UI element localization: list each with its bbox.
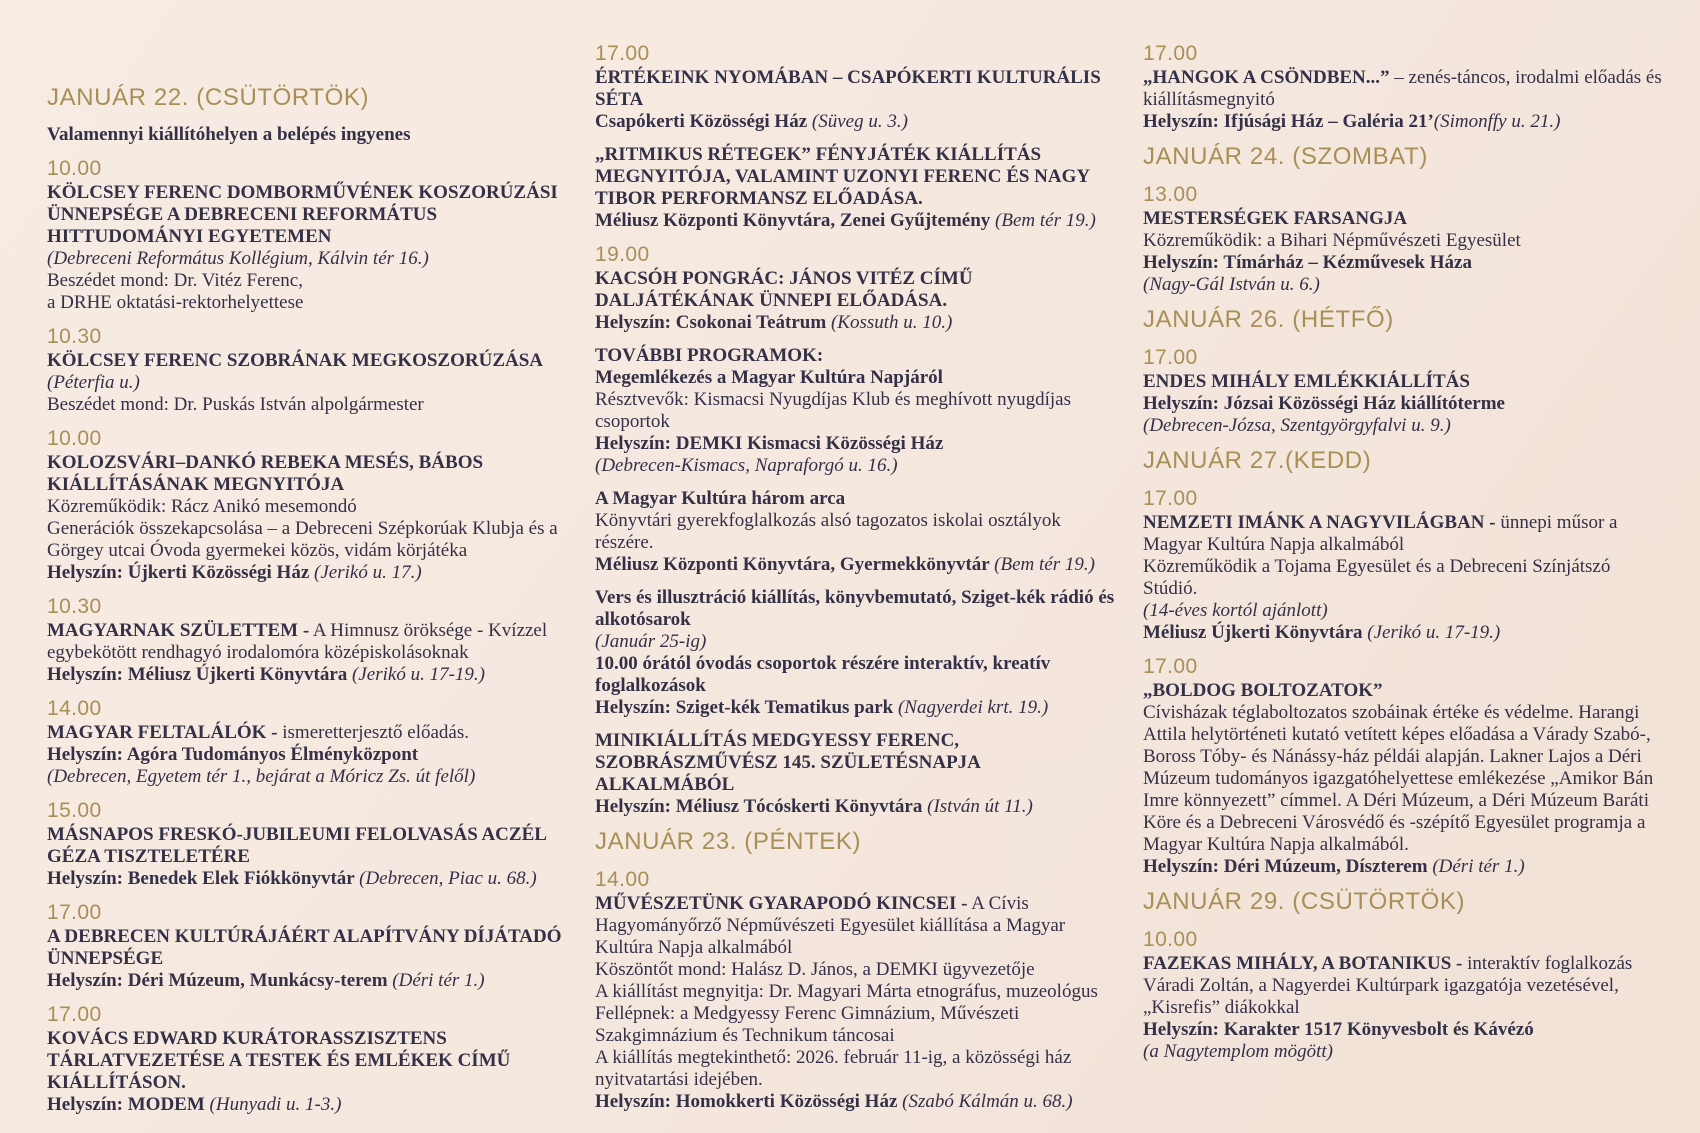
event-time: 17.00 (595, 42, 650, 65)
event-block (1143, 183, 1663, 296)
text-segment: Helyszín: Déri Múzeum, Munkácsy-terem (47, 970, 393, 991)
event-block (47, 595, 567, 686)
event-block (1143, 42, 1663, 133)
program-column-1 (47, 42, 567, 1133)
event-paragraph (595, 345, 1115, 367)
text-segment: (Kossuth u. 10.) (830, 312, 953, 333)
text-segment: A DEBRECEN KULTÚRÁJÁÉRT ALAPÍTVÁNY DÍJÁTADÓ ÜNNEPSÉGE (47, 926, 562, 969)
event-block (595, 868, 1115, 1113)
text-segment: Helyszín: Karakter 1517 Könyvesbolt és Kávézó (1143, 1019, 1534, 1040)
event-paragraph (595, 730, 1115, 796)
event-time: 17.00 (47, 901, 102, 924)
text-segment: (Déri tér 1.) (1432, 856, 1525, 877)
event-paragraph (1143, 415, 1663, 437)
event-time: 17.00 (1143, 42, 1198, 65)
text-segment: (Debrecen, Egyetem tér 1., bejárat a Móricz Zs. út felől) (47, 766, 476, 787)
text-segment: KÖLCSEY FERENC DOMBORMŰVÉNEK KOSZORÚZÁSI ÜNNEPSÉGE A DEBRECENI REFORMÁTUS HITTUDOMÁNYI EGYETEMEN (47, 182, 558, 247)
text-segment: A Himnusz öröksége - Kvízzel egybekötött rendhagyó irodalomóra középiskolásoknak (47, 620, 548, 663)
text-segment: ÉRTÉKEINK NYOMÁBAN – CSAPÓKERTI KULTURÁLIS SÉTA (595, 67, 1101, 110)
event-block (595, 243, 1115, 334)
text-segment: (Nagyerdei krt. 19.) (897, 697, 1049, 718)
text-segment: „RITMIKUS RÉTEGEK” FÉNYJÁTÉK KIÁLLÍTÁS MEGNYITÓJA, VALAMINT UZONYI FERENC ÉS NAGY TIBOR PERFORMANSZ ELŐADÁSA. (595, 144, 1090, 209)
text-segment: Résztvevők: Kismacsi Nyugdíjas Klub és meghívott nyugdíjas csoportok (595, 389, 1072, 432)
text-segment: Könyvtári gyerekfoglalkozás alsó tagozatos iskolai osztályok részére. (595, 510, 1061, 553)
event-time: 14.00 (595, 868, 650, 891)
text-segment: KACSÓH PONGRÁC: JÁNOS VITÉZ CÍMŰ DALJÁTÉKÁNAK ÜNNEPI ELŐADÁSA. (595, 268, 973, 311)
event-paragraph (595, 959, 1115, 981)
text-segment: (Süveg u. 3.) (811, 111, 908, 132)
text-segment: Helyszín: MODEM (47, 1094, 210, 1115)
event-paragraph (47, 270, 567, 292)
text-segment: (Péterfia u.) (47, 372, 140, 393)
program-column-2 (595, 42, 1115, 1133)
event-paragraph (595, 111, 1115, 133)
event-time: 19.00 (595, 243, 650, 266)
event-paragraph (595, 268, 1115, 312)
event-time: 10.00 (47, 157, 102, 180)
text-segment: (Hunyadi u. 1-3.) (209, 1094, 342, 1115)
event-paragraph (47, 562, 567, 584)
event-paragraph (1143, 622, 1663, 644)
text-segment: (Déri tér 1.) (392, 970, 485, 991)
text-segment: Helyszín: Méliusz Tócóskerti Könyvtára (595, 796, 928, 817)
text-segment: (Debrecen-Kismacs, Napraforgó u. 16.) (595, 455, 898, 476)
event-time: 13.00 (1143, 183, 1198, 206)
text-segment: ENDES MIHÁLY EMLÉKKIÁLLÍTÁS (1143, 371, 1470, 392)
event-paragraph (1143, 680, 1663, 702)
text-segment: MAGYAR FELTALÁLÓK - (47, 722, 278, 743)
event-paragraph (1143, 274, 1663, 296)
text-segment: A Magyar Kultúra három arca (595, 488, 846, 509)
text-segment: Fellépnek: a Medgyessy Ferenc Gimnázium, Művészeti Szakgimnázium és Technikum táncosai (595, 1003, 1020, 1046)
text-segment: Méliusz Központi Könyvtára, Zenei Gyűjtemény (595, 210, 996, 231)
text-segment: Helyszín: DEMKI Kismacsi Közösségi Ház (595, 433, 944, 454)
text-segment: MÁSNAPOS FRESKÓ-JUBILEUMI FELOLVASÁS ACZÉL GÉZA TISZTELETÉRE (47, 824, 546, 867)
text-segment: Helyszín: Újkerti Közösségi Ház (47, 562, 315, 583)
event-time: 10.30 (47, 595, 102, 618)
event-time: 17.00 (1143, 487, 1198, 510)
text-segment: A kiállítást megnyitja: Dr. Magyari Márta etnográfus, muzeológus (595, 981, 1098, 1002)
text-segment: KOVÁCS EDWARD KURÁTORASSZISZTENS TÁRLATVEZETÉSE A TESTEK ÉS EMLÉKEK CÍMŰ KIÁLLÍTÁSON. (47, 1028, 511, 1093)
text-segment: (14-éves kortól ajánlott) (1143, 600, 1328, 621)
text-segment: 10.00 órától óvodás csoportok részére interaktív, kreatív foglalkozások (595, 653, 1051, 696)
event-time: 10.30 (47, 325, 102, 348)
text-segment: Beszédet mond: Dr. Puskás István alpolgármester (47, 394, 424, 415)
event-block (595, 42, 1115, 133)
event-block (595, 345, 1115, 477)
text-segment: Helyszín: Homokkerti Közösségi Ház (595, 1091, 903, 1112)
text-segment: – zenés-táncos, irodalmi előadás és kiállításmegnyitó (1143, 67, 1662, 110)
event-paragraph (1143, 111, 1663, 133)
text-segment: A kiállítás megtekinthető: 2026. február 11-ig, a közösségi ház nyitvatartási idejében. (595, 1047, 1072, 1090)
text-segment: (Jerikó u. 17-19.) (1367, 622, 1501, 643)
text-segment: (Jerikó u. 17-19.) (352, 664, 485, 685)
text-segment: a DRHE oktatási-rektorhelyettese (47, 292, 304, 313)
event-paragraph (47, 1028, 567, 1094)
event-time: 14.00 (47, 697, 102, 720)
event-paragraph (1143, 252, 1663, 274)
event-paragraph (1143, 208, 1663, 230)
event-block (47, 697, 567, 788)
text-segment: „HANGOK A CSÖNDBEN...” (1143, 67, 1390, 88)
event-paragraph (595, 796, 1115, 818)
text-segment: Valamennyi kiállítóhelyen a belépés ingyenes (47, 124, 411, 145)
event-paragraph (595, 554, 1115, 576)
date-header: JANUÁR 29. (CSÜTÖRTÖK) (1143, 888, 1466, 915)
event-paragraph (595, 510, 1115, 554)
text-segment: TOVÁBBI PROGRAMOK: (595, 345, 824, 366)
event-paragraph (595, 587, 1115, 631)
text-segment: Helyszín: Méliusz Újkerti Könyvtára (47, 664, 353, 685)
event-paragraph (1143, 1041, 1663, 1063)
text-segment: Helyszín: Déri Múzeum, Díszterem (1143, 856, 1433, 877)
text-segment: (a Nagytemplom mögött) (1143, 1041, 1333, 1062)
event-paragraph (1143, 230, 1663, 252)
event-block (47, 325, 567, 416)
event-block (47, 124, 567, 146)
text-segment: Csapókerti Közösségi Ház (595, 111, 812, 132)
event-paragraph (595, 488, 1115, 510)
event-paragraph (47, 824, 567, 868)
date-header: JANUÁR 24. (SZOMBAT) (1143, 143, 1428, 170)
event-paragraph (595, 67, 1115, 111)
event-paragraph (1143, 556, 1663, 600)
event-block (595, 730, 1115, 818)
event-paragraph (1143, 393, 1663, 415)
event-paragraph (1143, 67, 1663, 111)
event-paragraph (595, 389, 1115, 433)
event-paragraph (595, 433, 1115, 455)
text-segment: (Január 25-ig) (595, 631, 707, 652)
text-segment: Helyszín: Sziget-kék Tematikus park (595, 697, 898, 718)
event-paragraph (47, 868, 567, 890)
event-paragraph (47, 926, 567, 970)
event-time: 10.00 (47, 427, 102, 450)
event-block (47, 427, 567, 584)
event-paragraph (47, 518, 567, 562)
event-paragraph (47, 124, 567, 146)
date-header: JANUÁR 22. (CSÜTÖRTÖK) (47, 84, 370, 111)
event-paragraph (47, 744, 567, 766)
text-segment: Helyszín: Csokonai Teátrum (595, 312, 831, 333)
event-block (47, 1003, 567, 1116)
text-segment: (Nagy-Gál István u. 6.) (1143, 274, 1320, 295)
text-segment: MŰVÉSZETÜNK GYARAPODÓ KINCSEI - (595, 893, 968, 914)
event-time: 17.00 (47, 1003, 102, 1026)
text-segment: Helyszín: Agóra Tudományos Élményközpont (47, 744, 419, 765)
date-header: JANUÁR 27.(KEDD) (1143, 447, 1372, 474)
text-segment: NEMZETI IMÁNK A NAGYVILÁGBAN - (1143, 512, 1496, 533)
text-segment: KOLOZSVÁRI–DANKÓ REBEKA MESÉS, BÁBOS KIÁLLÍTÁSÁNAK MEGNYITÓJA (47, 452, 484, 495)
text-segment: A Cívis Hagyományőrző Népművészeti Egyesület kiállítása a Magyar Kultúra Napja alkalmából (595, 893, 1066, 958)
event-paragraph (595, 367, 1115, 389)
event-paragraph (47, 722, 567, 744)
text-segment: MESTERSÉGEK FARSANGJA (1143, 208, 1408, 229)
text-segment: Köszöntőt mond: Halász D. János, a DEMKI ügyvezetője (595, 959, 1035, 980)
event-paragraph (595, 653, 1115, 697)
event-paragraph (595, 312, 1115, 334)
event-paragraph (595, 210, 1115, 232)
text-segment: MINIKIÁLLÍTÁS MEDGYESSY FERENC, SZOBRÁSZMŰVÉSZ 145. SZÜLETÉSNAPJA ALKALMÁBÓL (595, 730, 980, 795)
text-segment: Helyszín: Tímárház – Kézművesek Háza (1143, 252, 1472, 273)
event-time: 17.00 (1143, 346, 1198, 369)
text-segment: Megemlékezés a Magyar Kultúra Napjáról (595, 367, 943, 388)
text-segment: Helyszín: Ifjúsági Ház – Galéria 21’ (1143, 111, 1434, 132)
text-segment: Méliusz Központi Könyvtára, Gyermekkönyvtár (595, 554, 995, 575)
text-segment: MAGYARNAK SZÜLETTEM - (47, 620, 310, 641)
event-paragraph (47, 182, 567, 248)
text-segment: Közreműködik: Rácz Anikó mesemondó (47, 496, 357, 517)
text-segment: (Debrecen, Piac u. 68.) (359, 868, 537, 889)
event-paragraph (47, 970, 567, 992)
text-segment: interaktív foglalkozás Váradi Zoltán, a Nagyerdei Kultúrpark igazgatója vezetésével, „Kisrefis” diákokkal (1143, 953, 1633, 1018)
date-header: JANUÁR 26. (HÉTFŐ) (1143, 306, 1394, 333)
event-paragraph (47, 452, 567, 496)
text-segment: Helyszín: Józsai Közösségi Ház kiállítóterme (1143, 393, 1505, 414)
text-segment: Helyszín: Benedek Elek Fiókkönyvtár (47, 868, 360, 889)
event-paragraph (47, 664, 567, 686)
event-paragraph (1143, 1019, 1663, 1041)
text-segment: Közreműködik a Tojama Egyesület és a Debreceni Színjátszó Stúdió. (1143, 556, 1611, 599)
event-paragraph (1143, 600, 1663, 622)
event-block (1143, 928, 1663, 1063)
event-paragraph (595, 697, 1115, 719)
event-paragraph (47, 496, 567, 518)
event-paragraph (595, 981, 1115, 1003)
text-segment: (Jerikó u. 17.) (314, 562, 422, 583)
text-segment: Közreműködik: a Bihari Népművészeti Egyesület (1143, 230, 1521, 251)
event-block (1143, 655, 1663, 878)
event-block (47, 799, 567, 890)
text-segment: Méliusz Újkerti Könyvtára (1143, 622, 1368, 643)
event-paragraph (1143, 702, 1663, 856)
text-segment: Beszédet mond: Dr. Vitéz Ferenc, (47, 270, 303, 291)
event-paragraph (595, 1047, 1115, 1091)
event-block (595, 488, 1115, 576)
event-paragraph (47, 350, 567, 372)
event-block (595, 587, 1115, 719)
text-segment: FAZEKAS MIHÁLY, A BOTANIKUS - (1143, 953, 1463, 974)
event-block (1143, 346, 1663, 437)
text-segment: ismeretterjesztő előadás. (277, 722, 470, 743)
event-paragraph (595, 1091, 1115, 1113)
text-segment: (Simonffy u. 21.) (1433, 111, 1561, 132)
event-paragraph (595, 1003, 1115, 1047)
event-block (47, 901, 567, 992)
event-paragraph (1143, 512, 1663, 556)
text-segment: KÖLCSEY FERENC SZOBRÁNAK MEGKOSZORÚZÁSA (47, 350, 544, 371)
event-paragraph (595, 144, 1115, 210)
text-segment: Vers és illusztráció kiállítás, könyvbemutató, Sziget-kék rádió és alkotósarok (595, 587, 1115, 630)
event-paragraph (47, 248, 567, 270)
event-paragraph (47, 620, 567, 664)
event-time: 10.00 (1143, 928, 1198, 951)
text-segment: Generációk összekapcsolása – a Debreceni Szépkorúak Klubja és a Görgey utcai Óvoda gyermekei közös, vidám körjátéka (47, 518, 558, 561)
text-segment: (Bem tér 19.) (995, 210, 1096, 231)
event-time: 17.00 (1143, 655, 1198, 678)
event-paragraph (47, 766, 567, 788)
event-block (595, 144, 1115, 232)
text-segment: (Bem tér 19.) (994, 554, 1095, 575)
event-paragraph (595, 455, 1115, 477)
event-paragraph (595, 893, 1115, 959)
program-column-3 (1143, 42, 1663, 1133)
event-paragraph (47, 394, 567, 416)
event-paragraph (47, 1094, 567, 1116)
event-paragraph (1143, 371, 1663, 393)
text-segment: (Debrecen-Józsa, Szentgyörgyfalvi u. 9.) (1143, 415, 1451, 436)
text-segment: Cívisházak téglaboltozatos szobáinak értéke és védelme. Harangi Attila helytörténeti kutató vetített képes előadása a Várady Szabó-, Boross Tóby- és Nánássy-ház példái alapján. Lakner Lajos a Déri Múzeum tudományos igazgatóhelyettese emlékezése „Amikor Bán Imre könnyezett” címmel. A Déri Múzeum, a Déri Múzeum Baráti Köre és a Debreceni Városvédő és -szépítő Egyesület programja a Magyar Kultúra Napja alkalmából. (1143, 702, 1654, 855)
event-paragraph (1143, 953, 1663, 1019)
date-header: JANUÁR 23. (PÉNTEK) (595, 828, 862, 855)
text-segment: „BOLDOG BOLTOZATOK” (1143, 680, 1383, 701)
text-segment: ünnepi műsor a Magyar Kultúra Napja alkalmából (1143, 512, 1618, 555)
text-segment: (Szabó Kálmán u. 68.) (902, 1091, 1073, 1112)
event-paragraph (47, 292, 567, 314)
event-paragraph (595, 631, 1115, 653)
event-paragraph (47, 372, 567, 394)
event-block (47, 157, 567, 314)
text-segment: (Debreceni Református Kollégium, Kálvin tér 16.) (47, 248, 429, 269)
event-block (1143, 487, 1663, 644)
text-segment: (István út 11.) (927, 796, 1033, 817)
event-paragraph (1143, 856, 1663, 878)
event-time: 15.00 (47, 799, 102, 822)
